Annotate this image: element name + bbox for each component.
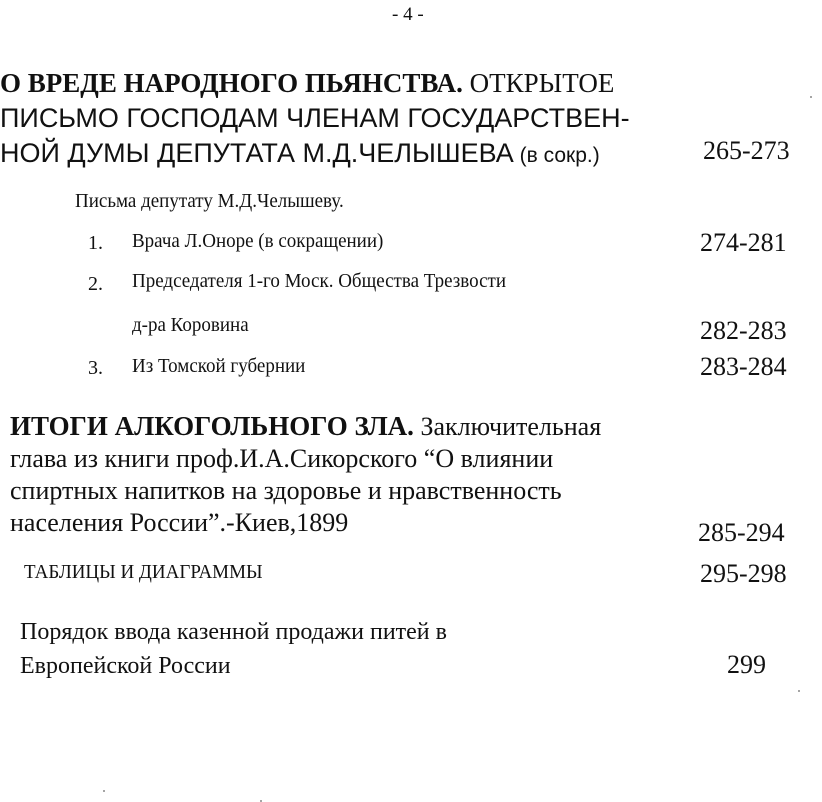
entry-title-note: (в сокр.) xyxy=(513,144,600,167)
list-item-number: 3. xyxy=(88,357,103,379)
entry-title: ТАБЛИЦЫ И ДИАГРАММЫ xyxy=(24,561,263,583)
list-item-text: Врача Л.Оноре (в сокращении) xyxy=(132,230,384,252)
list-item-number: 2. xyxy=(88,273,103,295)
page-range: 299 xyxy=(727,650,766,679)
entry-title-line-2: Европейской России xyxy=(20,653,231,679)
list-item-text: Из Томской губернии xyxy=(132,355,306,377)
page-range: 295-298 xyxy=(700,559,787,588)
page-range: 282-283 xyxy=(700,316,787,345)
entry-title-block xyxy=(20,615,447,683)
scan-speck xyxy=(810,96,812,98)
list-item-text-continued: д-ра Коровина xyxy=(132,314,249,336)
entry-title-line-3 xyxy=(0,136,630,173)
scan-speck xyxy=(798,690,800,692)
entry-title-line-1: Порядок ввода казенной продажи питей в xyxy=(20,619,447,645)
scan-speck xyxy=(103,790,105,792)
page-range: 274-281 xyxy=(700,228,787,257)
entry-title-line-3-text: НОЙ ДУМЫ ДЕПУТАТА М.Д.ЧЕЛЫШЕВА xyxy=(0,138,514,168)
entry-title-bold: О ВРЕДЕ НАРОДНОГО ПЬЯНСТВА. xyxy=(0,68,463,98)
page-number: - 4 - xyxy=(392,4,424,25)
entry-title-block xyxy=(10,410,601,539)
entry-title-line-1 xyxy=(0,66,630,101)
page-range: 265-273 xyxy=(703,136,790,165)
entry-title-line-1 xyxy=(10,410,601,443)
section-heading: Письма депутату М.Д.Челышеву. xyxy=(75,190,344,212)
entry-title-line-4: населения России”.-Киев,1899 xyxy=(10,508,349,537)
entry-title-rest: Заключительная xyxy=(413,412,602,441)
page-range: 285-294 xyxy=(698,518,785,547)
entry-title-line-3: спиртных напитков на здоровье и нравственность xyxy=(10,476,562,505)
list-item-text: Председателя 1-го Моск. Общества Трезвости xyxy=(132,270,507,292)
entry-title-rest: ОТКРЫТОЕ xyxy=(462,68,615,98)
entry-title-line-2: глава из книги проф.И.А.Сикорского “О влиянии xyxy=(10,444,554,473)
entry-title-line-2: ПИСЬМО ГОСПОДАМ ЧЛЕНАМ ГОСУДАРСТВЕН- xyxy=(0,103,630,133)
list-item-number: 1. xyxy=(88,232,103,254)
entry-title-bold: ИТОГИ АЛКОГОЛЬНОГО ЗЛА. xyxy=(10,411,414,441)
entry-title-block xyxy=(0,66,630,173)
page-range: 283-284 xyxy=(700,352,787,381)
